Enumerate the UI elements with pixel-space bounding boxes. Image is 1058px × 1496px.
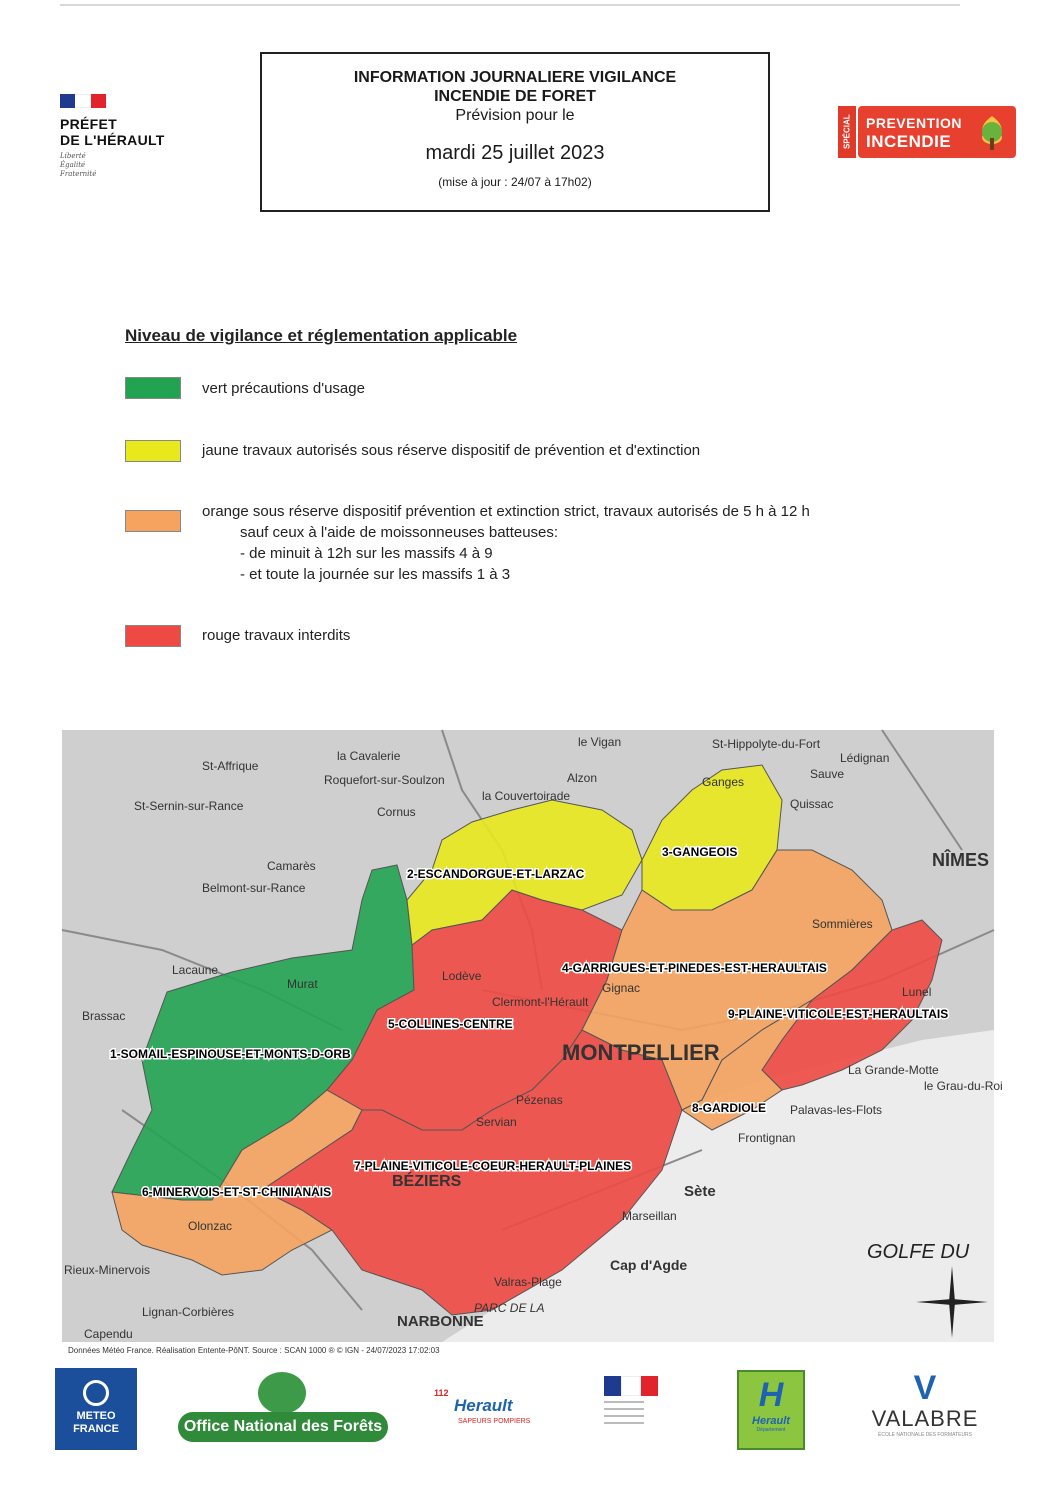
place-servian: Servian [476,1115,517,1129]
zone-label-3: 3-GANGEOIS [662,845,738,859]
sdis-herault-logo [434,1384,548,1440]
meteo-line2: FRANCE [73,1423,119,1435]
zone-label-8: 8-GARDIOLE [692,1101,767,1115]
place-sete: Sète [684,1183,716,1200]
place-montpellier: MONTPELLIER [562,1040,720,1065]
place-lignan: Lignan-Corbières [142,1305,235,1319]
herault-text: Herault [752,1415,790,1427]
place-cornus: Cornus [377,805,416,819]
place-grande-motte: La Grande-Motte [848,1063,939,1077]
zone-label-6: 6-MINERVOIS-ET-ST-CHINIANAIS [142,1185,332,1199]
french-flag-icon [60,94,106,108]
onf-text: Office National des Forêts [178,1412,388,1442]
ddtm-text-lines [604,1401,660,1424]
place-pezenas: Pézenas [516,1093,563,1107]
onf-logo [178,1372,388,1442]
zone-label-5: 5-COLLINES-CENTRE [388,1017,513,1031]
prevention-incendie-badge [838,106,1016,158]
meteo-france-logo [55,1368,137,1450]
swatch-vert [125,377,181,399]
motto-fraternite: Fraternité [60,170,97,178]
prevention-line1: PREVENTION [866,115,963,131]
header-title-2: INCENDIE DE FORET [434,88,596,105]
place-ganges: Ganges [702,775,745,789]
place-valras: Valras-Plage [494,1275,562,1289]
tree-fire-icon [974,114,1010,152]
header-subtitle: Prévision pour le [455,107,575,124]
legend-rouge: rouge travaux interdits [202,627,351,644]
onf-tree-icon [258,1372,306,1414]
valabre-sub: ÉCOLE NATIONALE DES FORMATEURS [878,1432,972,1438]
place-narbonne: NARBONNE [397,1313,484,1330]
legend-vert: vert précautions d'usage [202,380,365,397]
prefet-line1: PRÉFET [60,116,118,132]
meteo-line1: METEO [76,1410,116,1422]
place-grau-du-roi: le Grau-du-Roi [924,1079,1003,1093]
place-palavas: Palavas-les-Flots [790,1103,883,1117]
meteo-circle-icon [83,1380,109,1406]
legend-orange-line3: - de minuit à 12h sur les massifs 4 à 9 [240,545,493,562]
valabre-logo [855,1370,995,1450]
motto-liberte: Liberté [60,152,86,160]
prefet-line2: DE L'HÉRAULT [60,132,165,148]
herault-departement-logo [737,1370,805,1450]
zone-label-2: 2-ESCANDORGUE-ET-LARZAC [407,867,585,881]
map-svg [62,730,1003,1342]
prefet-logo [60,94,200,179]
place-st-sernin: St-Sernin-sur-Rance [134,799,244,813]
swatch-orange [125,510,181,532]
sdis-112: 112 [434,1388,449,1398]
place-cap-dagde: Cap d'Agde [610,1257,688,1273]
valabre-v-icon: V [913,1369,937,1407]
place-sommieres: Sommières [812,917,873,931]
zone-label-1: 1-SOMAIL-ESPINOUSE-ET-MONTS-D-ORB [110,1047,351,1061]
legend-orange-line2: sauf ceux à l'aide de moissonneuses batteuses: [240,524,559,541]
place-camares: Camarès [267,859,316,873]
prevention-line2: INCENDIE [866,132,952,151]
legend-jaune: jaune travaux autorisés sous réserve dispositif de prévention et d'extinction [202,442,701,459]
place-marseillan: Marseillan [622,1209,677,1223]
legend-orange [202,501,810,585]
place-belmont: Belmont-sur-Rance [202,881,306,895]
place-gignac: Gignac [602,981,641,995]
swatch-jaune [125,440,181,462]
sdis-sub: SAPEURS POMPIERS [458,1418,531,1425]
place-capendu: Capendu [84,1327,133,1341]
place-nimes: NÎMES [932,850,990,870]
ddtm-logo [604,1376,660,1456]
herault-h-icon: H [758,1376,784,1414]
valabre-text: VALABRE [871,1406,979,1431]
herault-sub: Département [756,1427,786,1433]
place-alzon: Alzon [567,771,598,785]
place-murat: Murat [287,977,318,991]
place-st-hippolyte: St-Hippolyte-du-Fort [712,737,821,751]
top-divider [60,4,960,6]
place-le-vigan: le Vigan [578,735,622,749]
zone-label-7: 7-PLAINE-VITICOLE-COEUR-HERAULT-PLAINES [354,1159,632,1173]
update-time: (mise à jour : 24/07 à 17h02) [438,175,592,189]
place-brassac: Brassac [82,1009,126,1023]
vigilance-map [62,730,1003,1342]
forecast-date: mardi 25 juillet 2023 [425,142,605,164]
map-credits: Données Météo France. Réalisation Entente-PôNT. Source : SCAN 1000 ® © IGN - 24/07/2023 17:02:03 [68,1346,440,1355]
parc-de-la: PARC DE LA [474,1301,545,1315]
place-st-affrique: St-Affrique [202,759,259,773]
prevention-main [858,106,1016,158]
place-la-cavalerie: la Cavalerie [337,749,401,763]
place-quissac: Quissac [790,797,834,811]
swatch-rouge [125,625,181,647]
ddtm-flag-icon [604,1376,658,1396]
header-box [260,52,770,212]
header-title-1: INFORMATION JOURNALIERE VIGILANCE [353,69,677,86]
zone-label-4: 4-GARRIGUES-ET-PINEDES-EST-HERAULTAIS [562,961,827,975]
place-rieux: Rieux-Minervois [64,1263,151,1277]
legend-orange-line1: orange sous réserve dispositif prévention et extinction strict, travaux autorisés de 5 h à 12 h [202,503,810,520]
sea-golfe: GOLFE DU [867,1241,970,1263]
place-lodeve: Lodève [442,969,482,983]
legend-orange-line4: - et toute la journée sur les massifs 1 à 3 [240,566,511,583]
place-beziers: BÉZIERS [392,1173,462,1190]
motto-egalite: Égalité [60,161,86,169]
place-frontignan: Frontignan [738,1131,796,1145]
place-la-couvertoirade: la Couvertoirade [482,789,571,803]
place-sauve: Sauve [810,767,845,781]
place-olonzac: Olonzac [188,1219,233,1233]
place-lacaune: Lacaune [172,963,219,977]
place-clermont: Clermont-l'Hérault [492,995,589,1009]
place-roquefort: Roquefort-sur-Soulzon [324,773,445,787]
legend-title: Niveau de vigilance et réglementation applicable [125,326,518,345]
special-tag: SPÉCIAL [838,106,856,158]
sdis-text: Herault [454,1396,513,1415]
motto [60,152,200,179]
place-ledignan: Lédignan [840,751,890,765]
zone-label-9: 9-PLAINE-VITICOLE-EST-HERAULTAIS [728,1007,949,1021]
place-lunel: Lunel [902,985,932,999]
